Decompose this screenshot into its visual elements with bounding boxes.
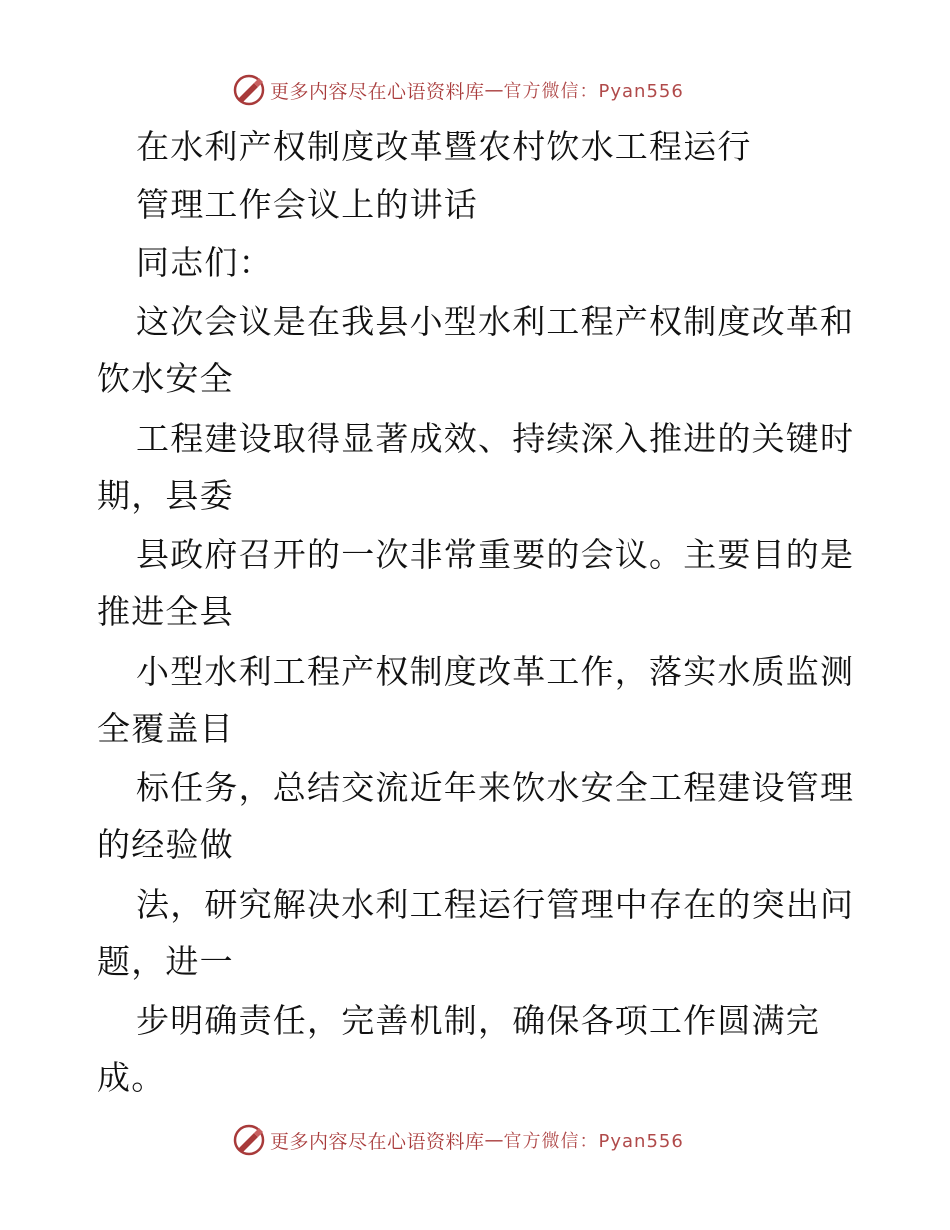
- banner-dash: —: [484, 79, 504, 101]
- body-line: 题，进一: [97, 942, 234, 981]
- body-line: 全覆盖目: [97, 709, 234, 748]
- banner-wechat: 官方微信：Pyan556: [503, 81, 684, 102]
- body-line: 小型水利工程产权制度改革工作，落实水质监测: [136, 652, 855, 691]
- body-line: 县政府召开的一次非常重要的会议。主要目的是: [136, 535, 855, 574]
- pen-logo-icon: [232, 73, 266, 107]
- body-line: 步明确责任，完善机制，确保各项工作圆满完: [136, 1001, 820, 1040]
- banner-wechat: 官方微信：Pyan556: [503, 1131, 684, 1152]
- body-line: 法，研究解决水利工程运行管理中存在的突出问: [136, 885, 855, 924]
- document-title-line-1: 在水利产权制度改革暨农村饮水工程运行: [136, 127, 752, 166]
- body-line: 期，县委: [97, 476, 234, 515]
- body-line: 的经验做: [97, 825, 234, 864]
- body-line: 标任务，总结交流近年来饮水安全工程建设管理: [136, 768, 855, 807]
- banner-title: 更多内容尽在心语资料库: [270, 80, 485, 103]
- body-line: 推进全县: [97, 592, 234, 631]
- body-line: 这次会议是在我县小型水利工程产权制度改革和: [136, 302, 855, 341]
- footer-banner: [232, 1122, 684, 1158]
- body-line: 成。: [97, 1058, 166, 1097]
- salutation: 同志们：: [136, 243, 273, 282]
- banner-title: 更多内容尽在心语资料库: [270, 1130, 485, 1153]
- body-line: 工程建设取得显著成效、持续深入推进的关键时: [136, 419, 855, 458]
- body-line: 饮水安全: [97, 359, 234, 398]
- header-banner: [232, 72, 684, 108]
- banner-dash: —: [484, 1129, 504, 1151]
- document-title-line-2: 管理工作会议上的讲话: [136, 185, 478, 224]
- pen-logo-icon: [232, 1123, 266, 1157]
